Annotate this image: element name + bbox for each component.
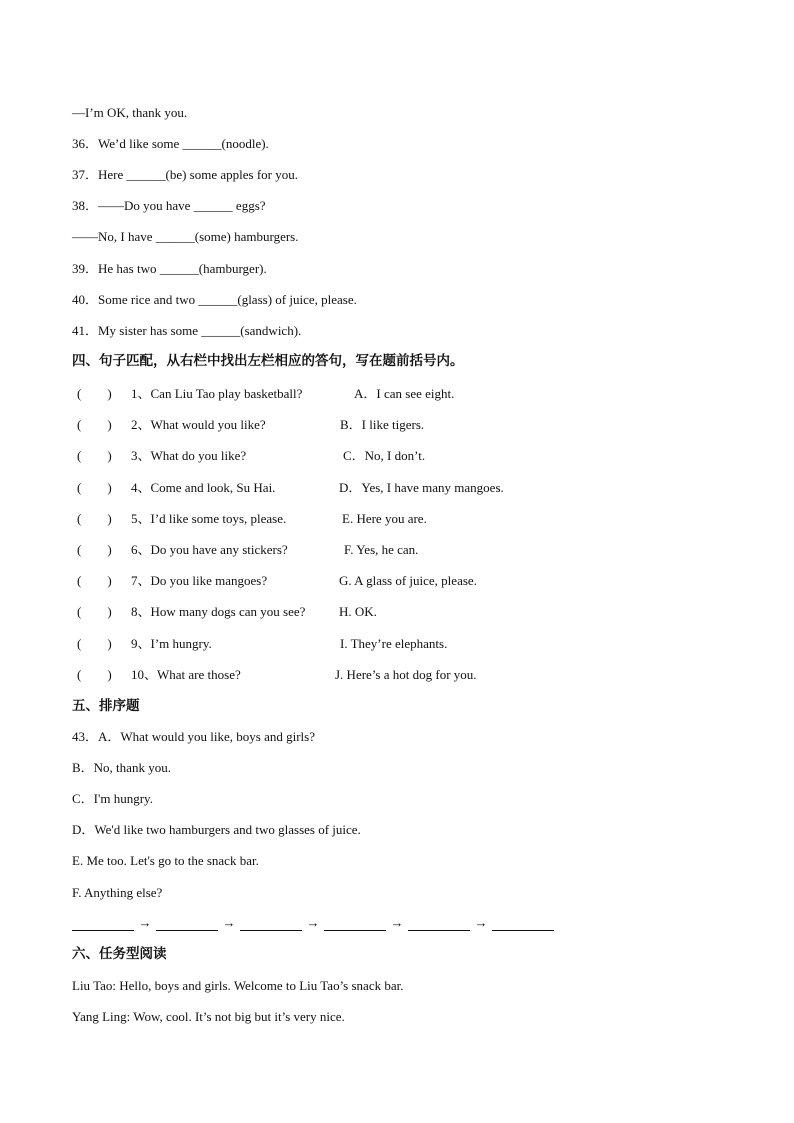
ordering-item-a: 43．A．What would you like, boys and girls? bbox=[72, 729, 315, 744]
answer-parentheses: ( ) bbox=[77, 386, 112, 401]
matching-answer: A．I can see eight. bbox=[354, 386, 455, 401]
matching-question: 5、I’d like some toys, please. bbox=[131, 511, 287, 526]
matching-question: 2、What would you like? bbox=[131, 417, 266, 432]
answer-blank[interactable] bbox=[324, 916, 386, 931]
matching-answer: E. Here you are. bbox=[342, 511, 427, 526]
answer-blank[interactable] bbox=[240, 916, 302, 931]
answer-parentheses: ( ) bbox=[77, 542, 112, 557]
answer-parentheses: ( ) bbox=[77, 636, 112, 651]
answer-parentheses: ( ) bbox=[77, 448, 112, 463]
answer-blank[interactable] bbox=[492, 916, 554, 931]
answer-parentheses: ( ) bbox=[77, 417, 112, 432]
matching-question: 6、Do you have any stickers? bbox=[131, 542, 288, 557]
ordering-item-c: C．I'm hungry. bbox=[72, 791, 153, 806]
answer-blank[interactable] bbox=[408, 916, 470, 931]
matching-answer: B．I like tigers. bbox=[340, 417, 425, 432]
question-37: 37．Here ______(be) some apples for you. bbox=[72, 167, 298, 182]
answer-blank[interactable] bbox=[72, 916, 134, 931]
reading-line: Liu Tao: Hello, boys and girls. Welcome to Liu Tao’s snack bar. bbox=[72, 978, 404, 993]
matching-answer: D．Yes, I have many mangoes. bbox=[339, 480, 504, 495]
arrow-right-icon: → bbox=[390, 915, 404, 930]
arrow-right-icon: → bbox=[222, 915, 236, 930]
answer-blank[interactable] bbox=[156, 916, 218, 931]
previous-answer-line: —I’m OK, thank you. bbox=[72, 105, 188, 120]
answer-parentheses: ( ) bbox=[77, 667, 112, 682]
question-36: 36．We’d like some ______(noodle). bbox=[72, 136, 269, 151]
ordering-answer-blanks bbox=[72, 915, 554, 931]
matching-answer: F. Yes, he can. bbox=[344, 542, 419, 557]
ordering-item-b: B．No, thank you. bbox=[72, 760, 171, 775]
answer-parentheses: ( ) bbox=[77, 604, 112, 619]
matching-answer: I. They’re elephants. bbox=[340, 636, 448, 651]
answer-parentheses: ( ) bbox=[77, 573, 112, 588]
question-40: 40．Some rice and two ______(glass) of juice, please. bbox=[72, 292, 357, 307]
matching-question: 10、What are those? bbox=[131, 667, 241, 682]
section-4-title: 四、句子匹配，从右栏中找出左栏相应的答句，写在题前括号内。 bbox=[72, 353, 464, 369]
question-39: 39．He has two ______(hamburger). bbox=[72, 261, 267, 276]
matching-question: 1、Can Liu Tao play basketball? bbox=[131, 386, 303, 401]
matching-answer: J. Here’s a hot dog for you. bbox=[335, 667, 477, 682]
ordering-item-d: D．We'd like two hamburgers and two glasses of juice. bbox=[72, 822, 361, 837]
matching-question: 9、I’m hungry. bbox=[131, 636, 212, 651]
matching-question: 8、How many dogs can you see? bbox=[131, 604, 306, 619]
reading-line: Yang Ling: Wow, cool. It’s not big but it’s very nice. bbox=[72, 1009, 345, 1024]
section-6-title: 六、任务型阅读 bbox=[72, 946, 167, 962]
matching-question: 3、What do you like? bbox=[131, 448, 247, 463]
arrow-right-icon: → bbox=[306, 915, 320, 930]
question-38-answer: ——No, I have ______(some) hamburgers. bbox=[72, 229, 299, 244]
question-38: 38．——Do you have ______ eggs? bbox=[72, 198, 266, 213]
arrow-right-icon: → bbox=[138, 915, 152, 930]
question-41: 41．My sister has some ______(sandwich). bbox=[72, 323, 302, 338]
answer-parentheses: ( ) bbox=[77, 511, 112, 526]
section-5-title: 五、排序题 bbox=[72, 698, 140, 714]
ordering-item-f: F. Anything else? bbox=[72, 885, 163, 900]
matching-answer: C．No, I don’t. bbox=[343, 448, 426, 463]
ordering-item-e: E. Me too. Let's go to the snack bar. bbox=[72, 853, 259, 868]
matching-answer: H. OK. bbox=[339, 604, 377, 619]
matching-answer: G. A glass of juice, please. bbox=[339, 573, 477, 588]
answer-parentheses: ( ) bbox=[77, 480, 112, 495]
arrow-right-icon: → bbox=[474, 915, 488, 930]
matching-question: 4、Come and look, Su Hai. bbox=[131, 480, 276, 495]
matching-question: 7、Do you like mangoes? bbox=[131, 573, 268, 588]
